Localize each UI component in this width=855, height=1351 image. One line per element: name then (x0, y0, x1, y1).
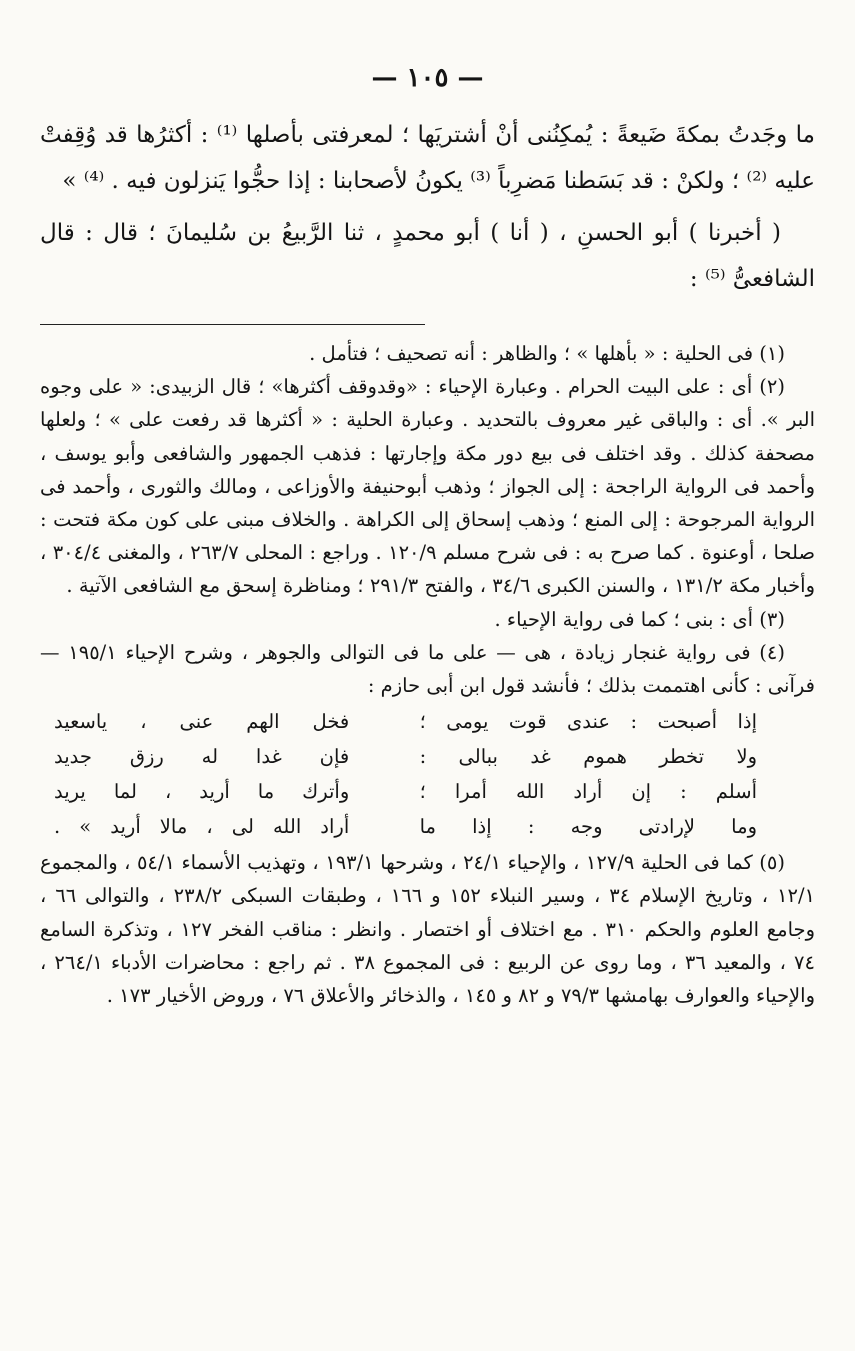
footnote-4: (٤) فى رواية غنجار زيادة ، هى — على ما فى التوالى والجوهر ، وشرح الإحياء ١٩٥/١ — فرآنى : كأنى اهتممت بذلك ؛ فأنشد قول ابن أبى حازم : (40, 640, 815, 698)
footnote-separator (40, 324, 425, 325)
poem-verse (54, 739, 757, 774)
verse-second-hemistich: فإن غدا له رزق جديد (54, 745, 350, 769)
main-paragraph: ( أخبرنا ) أبو الحسنِ ، ( أنا ) أبو محمدٍ ، ثنا الرَّبيعُ بن سُليمانَ ؛ قال : قال الشافعىُّ ⁽⁵⁾ : (40, 220, 815, 292)
footnote-5: (٥) كما فى الحلية ١٢٧/٩ ، والإحياء ٢٤/١ ، وشرحها ١٩٣/١ ، وتهذيب الأسماء ٥٤/١ ، والمجموع ١٢/١ ، وتاريخ الإسلام ٣٤ ، وسير النبلاء ١٥٢ و ١٦٦ ، وطبقات السبكى ٢٣٨/٢ ، والتوالى ٦٦ ، وجامع العلوم والحكم ٣١٠ . مع اختلاف أو اختصار . وانظر : مناقب الفخر ١٢٧ ، وتذكرة السامع ٧٤ ، والمعيد ٣٦ ، وما روى عن الربيع : فى المجموع ٣٨ . ثم راجع : محاضرات الأدباء ٢٦٤/١ ، والإحياء والعوارف بهامشها ٧٩/٣ و ٨٢ و ١٤٥ ، والذخائر والأعلاق ٧٦ ، وروض الأخيار ١٧٣ . (40, 851, 816, 1008)
verse-second-hemistich: وأترك ما أريد ، لما يريد (54, 780, 350, 804)
main-text (40, 112, 815, 302)
page-number: — ١٠٥ — (371, 63, 484, 93)
verse-second-hemistich: فخل الهم عنى ، ياسعيد (54, 710, 350, 734)
footnote-3: (٣) أى : بنى ؛ كما فى رواية الإحياء . (494, 607, 785, 631)
verse-first-hemistich: أسلم : إن أراد الله أمرا ؛ (419, 780, 757, 804)
footnotes (40, 337, 815, 1012)
poem-verse (54, 809, 757, 844)
verse-second-hemistich: أراد الله لى ، مالا أريد » . (54, 815, 350, 839)
verse-first-hemistich: إذا أصبحت : عندى قوت يومى ؛ (419, 710, 757, 734)
poem-verse (54, 774, 757, 809)
footnote-2: (٢) أى : على البيت الحرام . وعبارة الإحياء : «وقدوقف أكثرها» ؛ قال الزبيدى: « على وجوه البر ». أى : والباقى غير معروف بالتحديد . وعبارة الحلية : « أكثرها قد رفعت على » ؛ ولعلها مصحفة كذلك . وقد اختلف فى بيع دور مكة وإجارتها : فذهب الجمهور والشافعى وأبو يوسف ، وأحمد فى الرواية الراجحة : إلى الجواز ؛ وذهب أبوحنيفة والأوزاعى ، ومالك والثورى ، وأحمد فى الرواية المرجوحة : إلى المنع ؛ وذهب إسحاق إلى الكراهة . والخلاف مبنى على كون مكة فتحت : صلحا ، أوعنوة . كما صرح به : فى شرح مسلم ١٢٠/٩ . وراجع : المحلى ٢٦٣/٧ ، والمغنى ٣٠٤/٤ ، وأخبار مكة ١٣١/٢ ، والسنن الكبرى ٣٤/٦ ، والفتح ٢٩١/٣ ؛ ومناظرة إسحق مع الشافعى الآتية . (40, 375, 816, 598)
poem-verse (54, 704, 757, 739)
verse-first-hemistich: وما لإرادتى وجه : إذا ما (419, 815, 757, 839)
poem (54, 704, 757, 844)
footnote-1: (١) فى الحلية : « بأهلها » ؛ والظاهر : أنه تصحيف ؛ فتأمل . (309, 342, 785, 365)
verse-first-hemistich: ولا تخطر هموم غد ببالى : (419, 745, 757, 769)
main-paragraph: ما وجَدتُ بمكةَ ضَيعةً : يُمكِنُنى أنْ أشتريَها ؛ لمعرفتى بأصلها ⁽¹⁾ : أكثرُها قد وُقِفتْ عليه ⁽²⁾ ؛ ولكنْ : قد بَسَطنا مَضرِباً ⁽³⁾ يكونُ لأصحابنا : إذا حجُّوا يَنزلون فيه . ⁽⁴⁾ » (40, 122, 816, 194)
